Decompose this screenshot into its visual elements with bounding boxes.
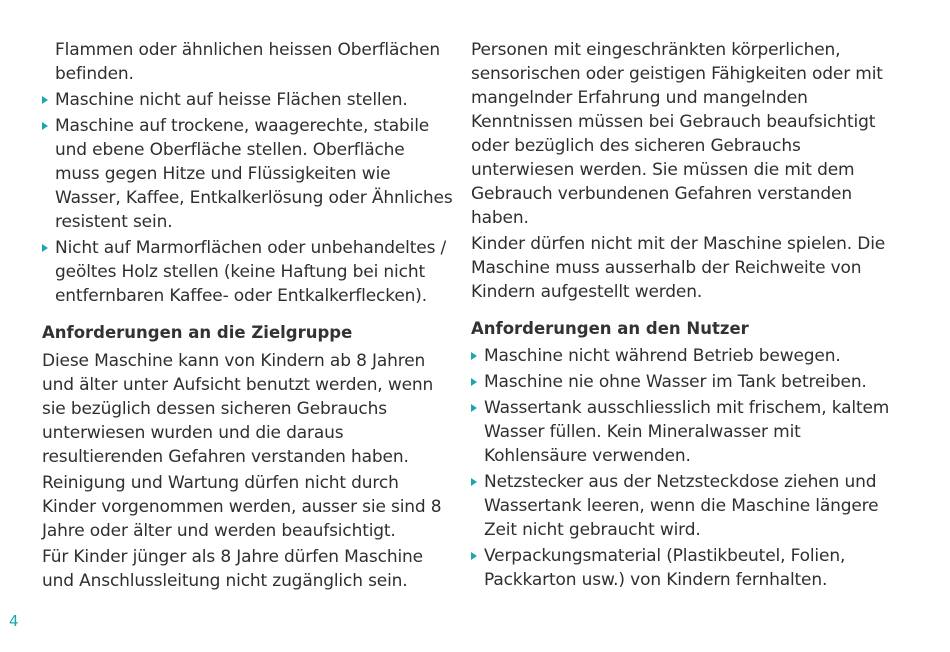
list-item-text: Netzstecker aus der Netzsteckdose ziehen und Wassertank leeren, wenn die Maschine längere Zeit nicht gebraucht wird. — [484, 472, 879, 540]
left-bullet-list — [42, 88, 454, 308]
section-heading-user: Anforderungen an den Nutzer — [471, 319, 749, 338]
list-item — [471, 370, 891, 394]
list-item-text: Maschine nicht während Betrieb bewegen. — [484, 346, 841, 366]
right-bullet-list — [471, 344, 891, 592]
list-item — [471, 544, 891, 592]
section-heading-target-group: Anforderungen an die Zielgruppe — [42, 323, 353, 342]
list-item — [42, 114, 454, 234]
list-item — [42, 236, 454, 308]
list-item-text: Verpackungsmaterial (Plastikbeutel, Folien, Packkarton usw.) von Kindern fernhalten. — [484, 546, 846, 590]
paragraph: Diese Maschine kann von Kindern ab 8 Jahren und älter unter Aufsicht benutzt werden, wenn sie bezüglich dessen sicheren Gebrauchs unterwiesen wurden und die daraus resultierenden Gefahren verstanden haben. — [42, 351, 434, 467]
triangle-bullet-icon — [471, 404, 477, 412]
paragraph: Reinigung und Wartung dürfen nicht durch Kinder vorgenommen werden, ausser sie sind 8 Jahre oder älter und werden beaufsichtigt. — [42, 473, 442, 541]
triangle-bullet-icon — [42, 122, 48, 130]
list-item — [471, 396, 891, 468]
list-item — [42, 88, 454, 112]
list-item-text: Nicht auf Marmorflächen oder unbehandeltes / geöltes Holz stellen (keine Haftung bei nicht entfernbaren Kaffee- oder Entkalkerflecken). — [55, 238, 447, 306]
triangle-bullet-icon — [42, 244, 48, 252]
continuation-text: Flammen oder ähnlichen heissen Oberflächen befinden. — [55, 40, 440, 84]
list-item-text: Maschine nicht auf heisse Flächen stellen. — [55, 90, 408, 110]
right-column — [471, 38, 891, 592]
triangle-bullet-icon — [471, 352, 477, 360]
list-item — [471, 470, 891, 542]
left-column — [42, 38, 454, 593]
paragraph: Kinder dürfen nicht mit der Maschine spielen. Die Maschine muss ausserhalb der Reichweite von Kindern aufgestellt werden. — [471, 234, 886, 302]
list-item — [471, 344, 891, 368]
paragraph: Personen mit eingeschränkten körperlichen, sensorischen oder geistigen Fähigkeiten oder mit mangelnder Erfahrung und mangelnden Kenntnissen müssen bei Gebrauch beaufsichtigt oder bezüglich des sicheren Gebrauchs unterwiesen werden. Sie müssen die mit dem Gebrauch verbundenen Gefahren verstanden haben. — [471, 40, 883, 228]
triangle-bullet-icon — [471, 378, 477, 386]
list-item-text: Wassertank ausschliesslich mit frischem, kaltem Wasser füllen. Kein Mineralwasser mit Kohlensäure verwenden. — [484, 398, 890, 466]
page-number: 4 — [9, 612, 19, 630]
triangle-bullet-icon — [42, 96, 48, 104]
list-item-text: Maschine auf trockene, waagerechte, stabile und ebene Oberfläche stellen. Oberfläche muss gegen Hitze und Flüssigkeiten wie Wasser, Kaffee, Entkalkerlösung oder Ähnliches resistent sein. — [55, 116, 453, 232]
triangle-bullet-icon — [471, 552, 477, 560]
triangle-bullet-icon — [471, 478, 477, 486]
paragraph: Für Kinder jünger als 8 Jahre dürfen Maschine und Anschlussleitung nicht zugänglich sein. — [42, 547, 423, 591]
list-item-text: Maschine nie ohne Wasser im Tank betreiben. — [484, 372, 867, 392]
